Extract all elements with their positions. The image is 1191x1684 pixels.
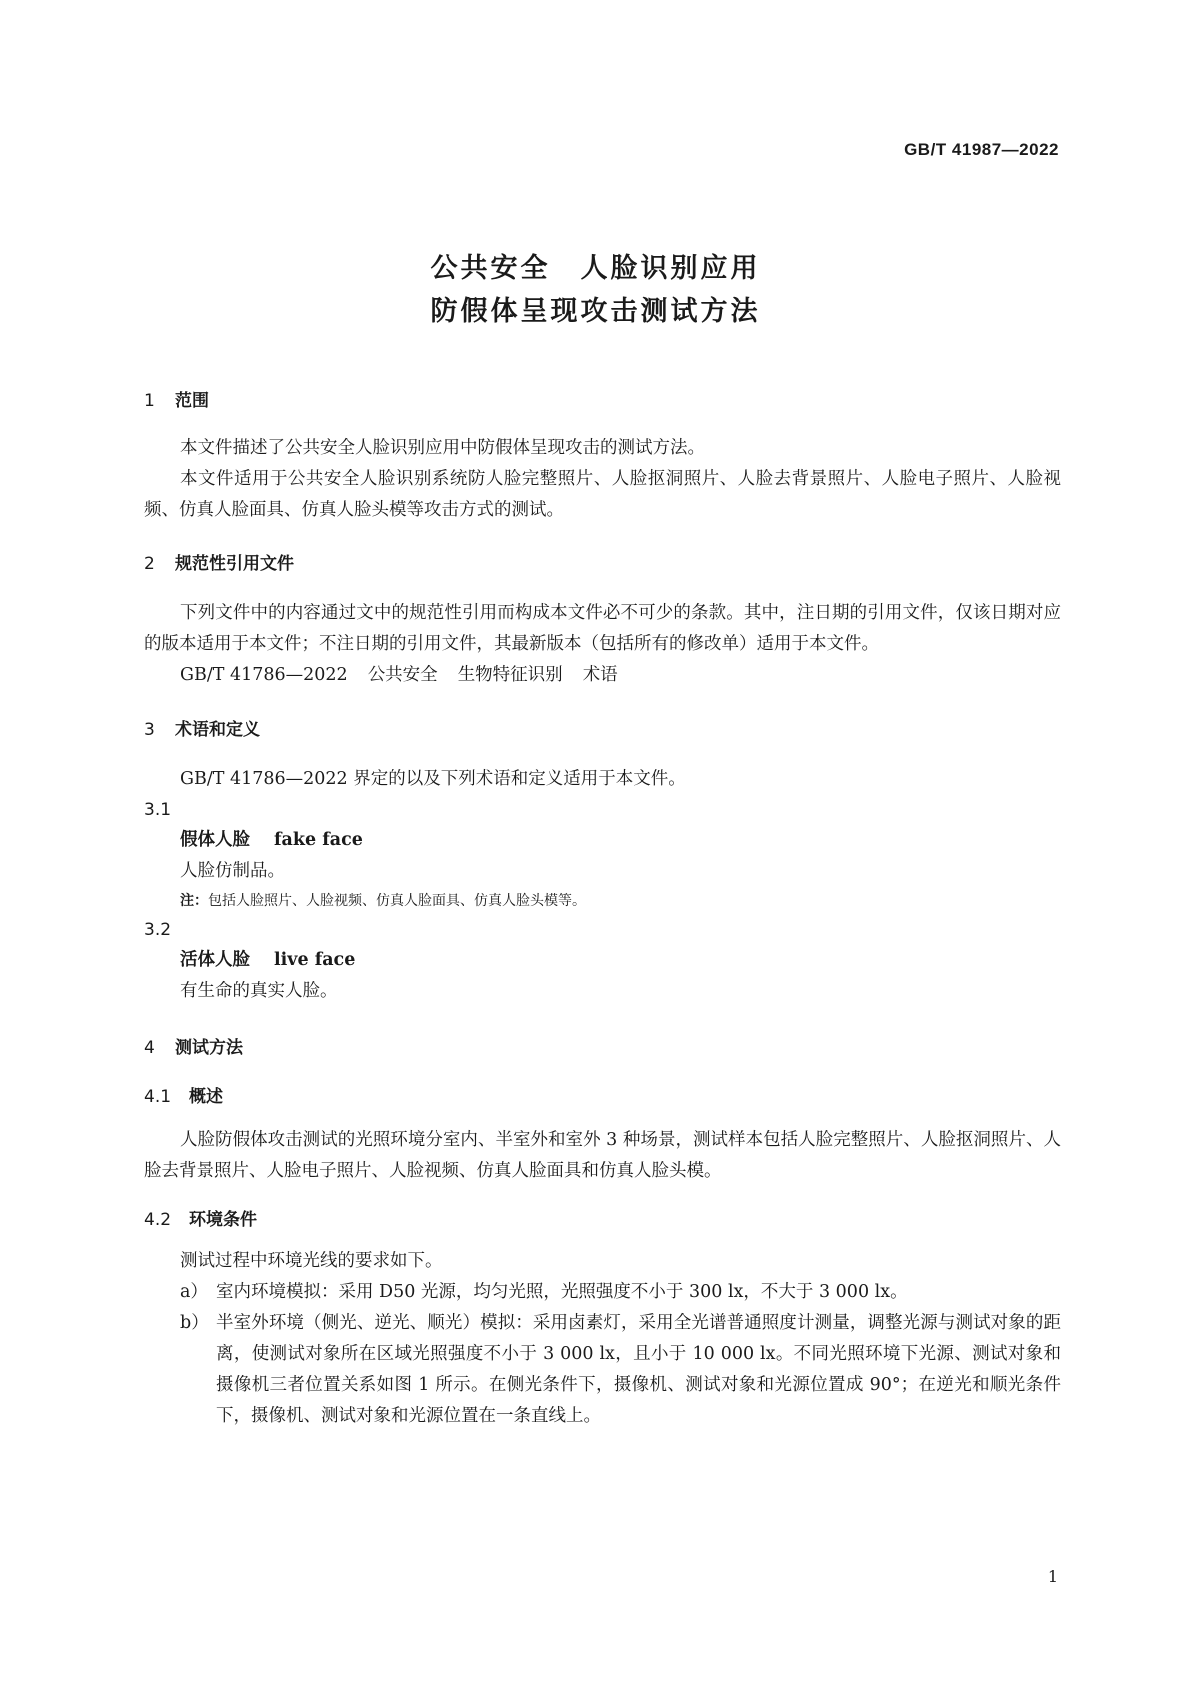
note-label: 注： <box>180 893 208 909</box>
section-title: 测试方法 <box>175 1038 243 1058</box>
term-entry <box>144 945 1061 976</box>
subsection-title: 环境条件 <box>189 1210 257 1230</box>
section-number: 2 <box>144 554 155 574</box>
term-number: 3.1 <box>144 800 172 820</box>
term-definition: 人脸仿制品。 <box>180 861 285 881</box>
list-marker: b） <box>180 1313 209 1333</box>
document-title-line-2: 防假体呈现攻击测试方法 <box>430 296 761 327</box>
subsection-number: 4.2 <box>144 1210 172 1230</box>
list-item <box>144 1277 1061 1308</box>
section-title: 规范性引用文件 <box>175 554 294 574</box>
section-title: 范围 <box>175 391 209 411</box>
page-number: 1 <box>1047 1567 1058 1586</box>
term-english: live face <box>274 950 356 970</box>
subsection-4-2-heading <box>144 1205 1061 1230</box>
term-definition: 有生命的真实人脸。 <box>180 981 338 1001</box>
section-4-heading <box>144 1033 1061 1058</box>
section-number: 4 <box>144 1038 155 1058</box>
document-title-line-1: 公共安全 人脸识别应用 <box>430 253 761 284</box>
term-chinese: 活体人脸 <box>180 950 250 970</box>
section-1-heading <box>144 386 1061 411</box>
note-text: 包括人脸照片、人脸视频、仿真人脸面具、仿真人脸头模等。 <box>208 893 586 909</box>
paragraph: 本文件适用于公共安全人脸识别系统防人脸完整照片、人脸抠洞照片、人脸去背景照片、人脸电子照片、人脸视频、仿真人脸面具、仿真人脸头模等攻击方式的测试。 <box>144 469 1061 520</box>
term-chinese: 假体人脸 <box>180 830 250 850</box>
list-item <box>144 1308 1061 1432</box>
reference-title-part: 术语 <box>582 665 618 685</box>
section-title: 术语和定义 <box>175 720 260 740</box>
list-marker: a） <box>180 1282 208 1302</box>
reference-title-part: 生物特征识别 <box>457 665 563 685</box>
term-entry <box>144 825 1061 856</box>
subsection-number: 4.1 <box>144 1087 172 1107</box>
section-3-heading <box>144 715 1061 740</box>
paragraph: 人脸防假体攻击测试的光照环境分室内、半室外和室外 3 种场景，测试样本包括人脸完整照片、人脸抠洞照片、人脸去背景照片、人脸电子照片、人脸视频、仿真人脸面具和仿真人脸头模。 <box>144 1130 1061 1181</box>
paragraph: 测试过程中环境光线的要求如下。 <box>180 1251 443 1271</box>
term-note <box>144 887 1061 915</box>
reference-code: GB/T 41786—2022 <box>180 665 348 685</box>
document-body <box>144 386 1061 1432</box>
section-2-heading <box>144 549 1061 574</box>
section-number: 3 <box>144 720 155 740</box>
term-number: 3.2 <box>144 920 172 940</box>
section-number: 1 <box>144 391 155 411</box>
paragraph: 下列文件中的内容通过文中的规范性引用而构成本文件必不可少的条款。其中，注日期的引用文件，仅该日期对应的版本适用于本文件；不注日期的引用文件，其最新版本（包括所有的修改单）适用于本文件。 <box>144 603 1061 654</box>
list-text: 室内环境模拟：采用 D50 光源，均匀光照，光照强度不小于 300 lx，不大于 3 000 lx。 <box>216 1282 908 1302</box>
subsection-title: 概述 <box>189 1087 223 1107</box>
reference-title-part: 公共安全 <box>367 665 438 685</box>
term-english: fake face <box>274 830 363 850</box>
paragraph: 本文件描述了公共安全人脸识别应用中防假体呈现攻击的测试方法。 <box>180 438 705 458</box>
document-code: GB/T 41987—2022 <box>904 140 1059 159</box>
subsection-4-1-heading <box>144 1082 1061 1107</box>
normative-reference <box>144 660 1061 691</box>
paragraph: GB/T 41786—2022 界定的以及下列术语和定义适用于本文件。 <box>180 769 686 789</box>
list-text: 半室外环境（侧光、逆光、顺光）模拟：采用卤素灯，采用全光谱普通照度计测量，调整光源与测试对象的距离，使测试对象所在区域光照强度不小于 3 000 lx，且小于 10 000 lx。不同光照环境下光源、测试对象和摄像机三者位置关系如图 1 所示。在侧光条件下，摄像机、测试对象和光源位置成 90°；在逆光和顺光条件下，摄像机、测试对象和光源位置在一条直线上。 <box>216 1313 1061 1426</box>
